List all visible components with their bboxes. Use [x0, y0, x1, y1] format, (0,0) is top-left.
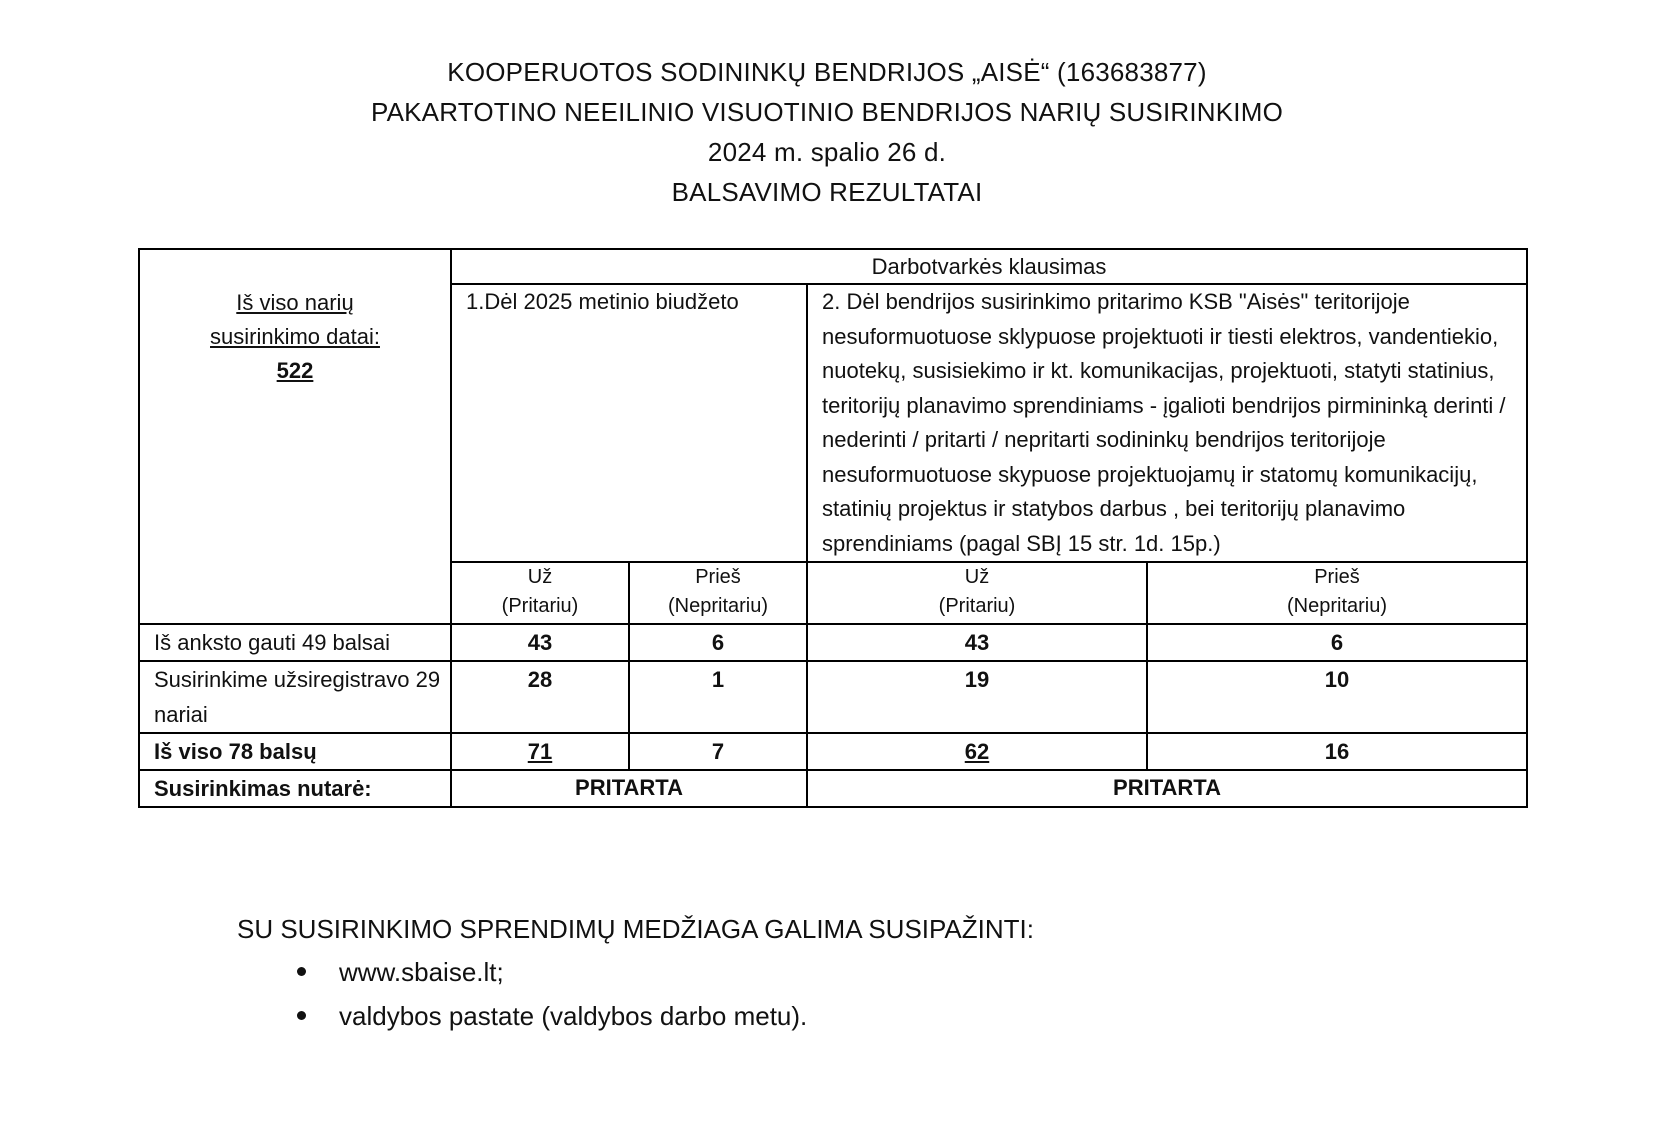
agenda-header: Darbotvarkės klausimas	[451, 249, 1527, 284]
title-organization: KOOPERUOTOS SODININKŲ BENDRIJOS „AISĖ“ (163683877)	[447, 57, 1207, 87]
q2-for-total: 62	[807, 733, 1147, 770]
q2-for-value: 19	[807, 661, 1147, 733]
row-label: Susirinkime užsiregistravo 29 nariai	[139, 661, 451, 733]
q2-for-header	[807, 562, 1147, 624]
table-row-total	[139, 733, 1527, 770]
total-members-label-2: susirinkimo datai:	[210, 324, 380, 349]
q2-against-value: 6	[1147, 624, 1527, 661]
q2-decision: PRITARTA	[807, 770, 1527, 807]
q2-against-header	[1147, 562, 1527, 624]
q2-against-value: 10	[1147, 661, 1527, 733]
decision-row	[139, 770, 1527, 807]
total-members-count: 522	[276, 358, 314, 383]
q1-against-value: 6	[629, 624, 807, 661]
against-header-label: Prieš	[1314, 566, 1360, 588]
table-row	[139, 661, 1527, 733]
title-meeting: PAKARTOTINO NEEILINIO VISUOTINIO BENDRIJOS NARIŲ SUSIRINKIMO	[370, 97, 1284, 127]
decision-label: Susirinkimas nutarė:	[139, 770, 451, 807]
row-label: Iš anksto gauti 49 balsai	[139, 624, 451, 661]
q1-for-total: 71	[451, 733, 629, 770]
q1-for-value: 43	[451, 624, 629, 661]
title-results: BALSAVIMO REZULTATAI	[671, 177, 983, 207]
q1-decision: PRITARTA	[451, 770, 807, 807]
title-date: 2024 m. spalio 26 d.	[707, 137, 947, 167]
website-text: www.sbaise.lt;	[339, 957, 504, 987]
bullet-icon	[297, 1011, 306, 1020]
list-item	[237, 950, 1034, 994]
q2-for-value: 43	[807, 624, 1147, 661]
q1-against-value: 1	[629, 661, 807, 733]
total-members-label-1: Iš viso narių	[236, 290, 354, 315]
materials-section	[237, 908, 1034, 1038]
voting-results-table	[138, 248, 1528, 808]
q2-against-total: 16	[1147, 733, 1527, 770]
for-header-label: Už	[527, 566, 553, 588]
against-header-sublabel: (Nepritariu)	[667, 595, 769, 617]
q1-for-header	[451, 562, 629, 624]
against-header-sublabel: (Nepritariu)	[1286, 595, 1388, 617]
agenda-header-row	[139, 249, 1527, 284]
office-text: valdybos pastate (valdybos darbo metu).	[339, 1001, 808, 1031]
q1-against-total: 7	[629, 733, 807, 770]
total-members-cell	[139, 249, 451, 624]
list-item	[237, 994, 1034, 1038]
document-title	[0, 52, 1654, 212]
question-2: 2. Dėl bendrijos susirinkimo pritarimo KSB "Aisės" teritorijoje nesuformuotuose sklypuose projektuoti ir tiesti elektros, vandentiekio, nuotekų, susisiekimo ir kt. komunikacijas, projektuoti, statyti statinius, teritorijų planavimo sprendiniams - įgalioti bendrijos pirmininką derinti / nederinti / pritarti / nepritarti sodininkų bendrijos teritorijoje nesuformuotuose skypuose projektuojamų ir statomų komunikacijų, statinių projektus ir statybos darbus , bei teritorijų planavimo sprendiniams (pagal SBĮ 15 str. 1d. 15p.)	[807, 284, 1527, 562]
materials-heading: SU SUSIRINKIMO SPRENDIMŲ MEDŽIAGA GALIMA SUSIPAŽINTI:	[237, 914, 1034, 944]
q1-for-value: 28	[451, 661, 629, 733]
q1-against-header	[629, 562, 807, 624]
bullet-icon	[297, 967, 306, 976]
for-header-label: Už	[964, 566, 990, 588]
against-header-label: Prieš	[695, 566, 741, 588]
for-header-sublabel: (Pritariu)	[938, 595, 1016, 617]
question-1: 1.Dėl 2025 metinio biudžeto	[451, 284, 807, 562]
row-label-total: Iš viso 78 balsų	[139, 733, 451, 770]
for-header-sublabel: (Pritariu)	[501, 595, 579, 617]
table-row	[139, 624, 1527, 661]
